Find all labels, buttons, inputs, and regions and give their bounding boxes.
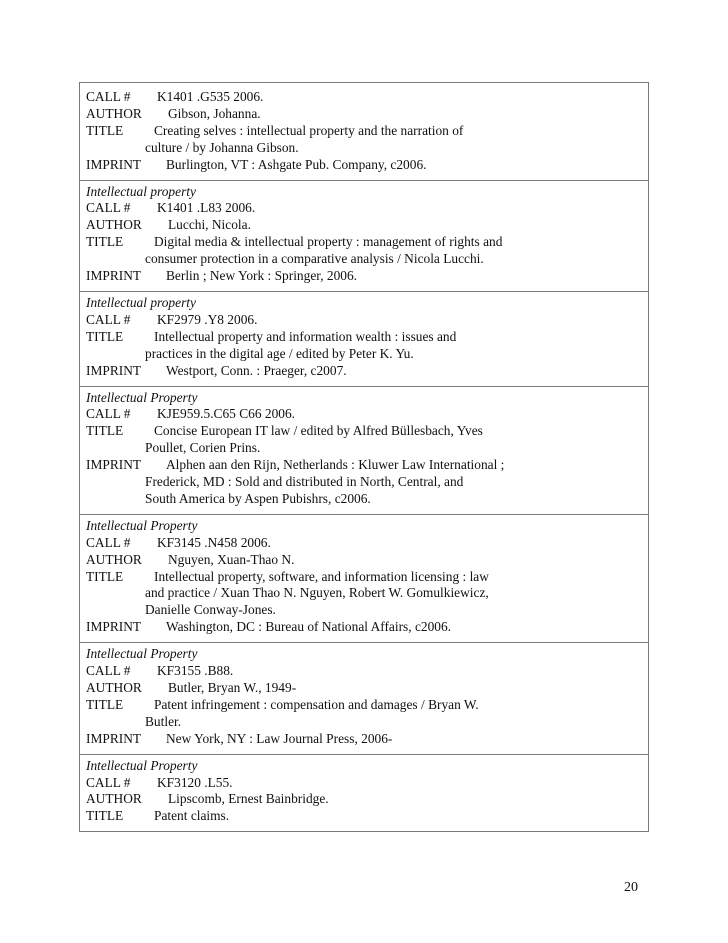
field-value: Creating selves : intellectual property and the narration of culture / by Johanna Gibson.: [145, 122, 464, 155]
record-field-author: [86, 552, 642, 569]
field-value: Burlington, VT : Ashgate Pub. Company, c2006.: [166, 156, 427, 172]
field-value: Patent claims.: [154, 808, 230, 824]
record-field-imprint: [86, 457, 642, 508]
field-value: Berlin ; New York : Springer, 2006.: [166, 268, 358, 284]
catalog-record: [80, 754, 648, 832]
field-value: KF3155 .B88.: [157, 663, 234, 679]
field-value: KF3120 .L55.: [157, 774, 233, 790]
record-field-call: [86, 406, 642, 423]
field-label: CALL #: [86, 663, 131, 679]
field-value: Nguyen, Xuan-Thao N.: [168, 551, 295, 567]
field-label: IMPRINT: [86, 730, 142, 746]
catalog-record-list: [79, 82, 649, 832]
field-value: Intellectual property and information wealth : issues and practices in the digital age / edited by Peter K. Yu.: [145, 328, 457, 361]
field-label: TITLE: [86, 328, 124, 344]
record-field-imprint: [86, 268, 642, 285]
catalog-record: [80, 83, 648, 180]
field-label: IMPRINT: [86, 268, 142, 284]
field-label: AUTHOR: [86, 217, 142, 233]
record-field-imprint: [86, 731, 642, 748]
field-value: Digital media & intellectual property : management of rights and consumer protection in a comparative analysis / Nicola Lucchi.: [145, 234, 503, 267]
record-field-title: [86, 569, 642, 620]
subject-heading: Intellectual property: [86, 294, 196, 310]
subject-heading: Intellectual property: [86, 183, 196, 199]
field-label: TITLE: [86, 568, 124, 584]
field-value: Lipscomb, Ernest Bainbridge.: [168, 791, 329, 807]
record-field-call: [86, 312, 642, 329]
field-label: TITLE: [86, 423, 124, 439]
field-label: IMPRINT: [86, 619, 142, 635]
field-value: Patent infringement : compensation and damages / Bryan W. Butler.: [145, 696, 479, 729]
field-value: K1401 .L83 2006.: [157, 200, 256, 216]
field-label: TITLE: [86, 234, 124, 250]
page-number: 20: [624, 880, 638, 895]
record-field-call: [86, 535, 642, 552]
record-field-author: [86, 217, 642, 234]
record-field-call: [86, 89, 642, 106]
subject-heading: Intellectual Property: [86, 389, 198, 405]
field-label: TITLE: [86, 696, 124, 712]
field-label: IMPRINT: [86, 362, 142, 378]
record-field-title: [86, 697, 642, 731]
field-value: Butler, Bryan W., 1949-: [168, 680, 297, 695]
record-field-title: [86, 808, 642, 825]
record-field-call: [86, 663, 642, 680]
record-field-title: [86, 234, 642, 268]
record-field-title: [86, 123, 642, 157]
field-label: TITLE: [86, 808, 124, 824]
field-value: New York, NY : Law Journal Press, 2006-: [166, 730, 393, 746]
field-label: CALL #: [86, 200, 131, 216]
subject-heading: Intellectual Property: [86, 646, 198, 662]
record-field-imprint: [86, 157, 642, 174]
catalog-record: [80, 514, 648, 642]
field-value: Alphen aan den Rijn, Netherlands : Kluwer Law International ; Frederick, MD : Sold and distributed in North, Central, and South America by Aspen Pubishrs, c2006.: [145, 457, 505, 506]
catalog-record: [80, 180, 648, 291]
record-field-title: [86, 329, 642, 363]
catalog-record: [80, 642, 648, 753]
field-label: IMPRINT: [86, 156, 142, 172]
field-label: CALL #: [86, 774, 131, 790]
field-value: Intellectual property, software, and information licensing : law and practice / Xuan Thao N. Nguyen, Robert W. Gomulkiewicz, Danielle Conway-Jones.: [145, 568, 489, 618]
record-field-title: [86, 423, 642, 457]
field-label: CALL #: [86, 311, 131, 327]
field-value: Gibson, Johanna.: [168, 105, 261, 121]
record-field-call: [86, 775, 642, 792]
field-label: AUTHOR: [86, 791, 142, 807]
subject-heading: Intellectual Property: [86, 517, 198, 533]
record-field-imprint: [86, 619, 642, 636]
field-label: AUTHOR: [86, 680, 142, 695]
field-label: IMPRINT: [86, 457, 142, 473]
field-label: CALL #: [86, 406, 131, 422]
field-value: KJE959.5.C65 C66 2006.: [157, 406, 296, 422]
field-value: Lucchi, Nicola.: [168, 217, 251, 233]
field-value: Westport, Conn. : Praeger, c2007.: [166, 362, 347, 378]
field-label: AUTHOR: [86, 105, 142, 121]
field-value: Washington, DC : Bureau of National Affairs, c2006.: [166, 619, 452, 635]
catalog-record: [80, 291, 648, 386]
subject-heading: Intellectual Property: [86, 757, 198, 773]
field-label: AUTHOR: [86, 551, 142, 567]
field-value: K1401 .G535 2006.: [157, 89, 264, 104]
field-label: CALL #: [86, 89, 131, 104]
catalog-record: [80, 386, 648, 514]
field-label: CALL #: [86, 534, 131, 550]
field-value: Concise European IT law / edited by Alfred Büllesbach, Yves Poullet, Corien Prins.: [145, 423, 483, 456]
field-value: KF2979 .Y8 2006.: [157, 311, 258, 327]
record-field-author: [86, 680, 642, 697]
field-label: TITLE: [86, 122, 124, 138]
record-field-author: [86, 106, 642, 123]
field-value: KF3145 .N458 2006.: [157, 534, 271, 550]
record-field-author: [86, 791, 642, 808]
record-field-imprint: [86, 363, 642, 380]
record-field-call: [86, 200, 642, 217]
